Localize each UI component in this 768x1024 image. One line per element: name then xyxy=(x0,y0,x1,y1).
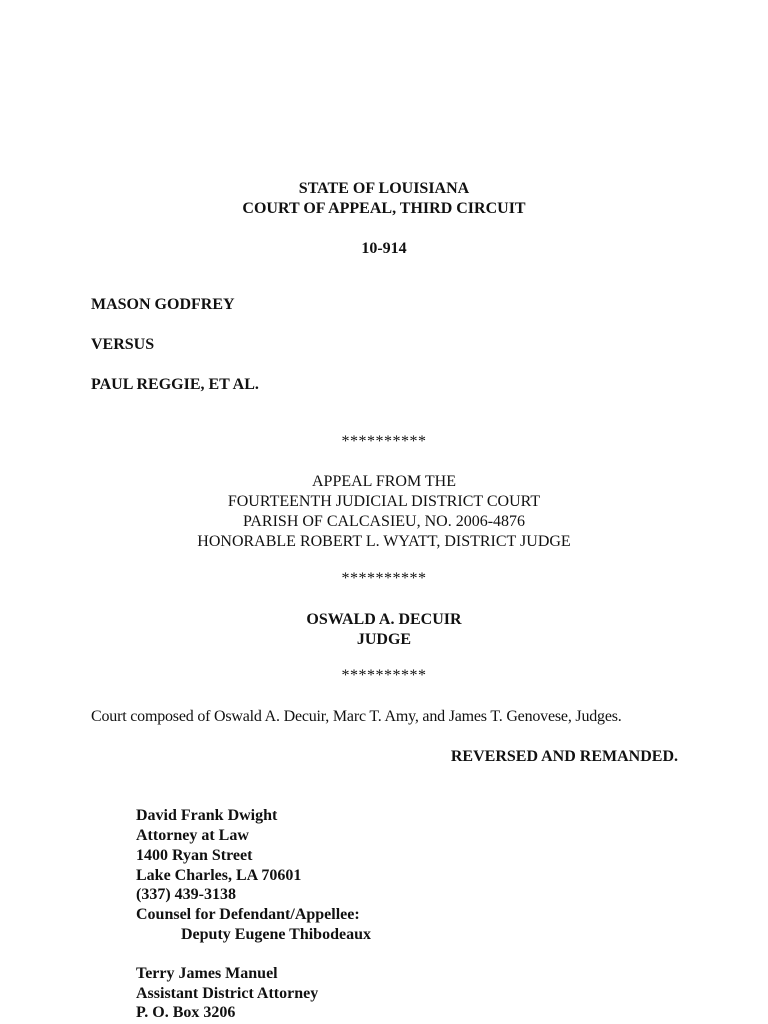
counsel-1-street: 1400 Ryan Street xyxy=(136,847,253,864)
appeal-line-3: PARISH OF CALCASIEU, NO. 2006-4876 xyxy=(242,513,526,530)
counsel-1-phone: (337) 439-3138 xyxy=(136,886,236,903)
author-judge-name: OSWALD A. DECUIR xyxy=(306,611,462,628)
separator-3: ********** xyxy=(341,667,427,684)
counsel-2-name: Terry James Manuel xyxy=(136,965,278,982)
counsel-2-title: Assistant District Attorney xyxy=(136,985,319,1002)
counsel-1-city: Lake Charles, LA 70601 xyxy=(136,867,302,884)
state-heading: STATE OF LOUISIANA xyxy=(298,180,470,197)
counsel-2-address: P. O. Box 3206 xyxy=(136,1004,236,1021)
defendant-name: PAUL REGGIE, ET AL. xyxy=(91,376,259,393)
appeal-line-1: APPEAL FROM THE xyxy=(311,473,457,490)
counsel-1-name: David Frank Dwight xyxy=(136,807,278,824)
docket-number: 10-914 xyxy=(361,240,407,257)
separator-1: ********** xyxy=(341,433,427,450)
plaintiff-name: MASON GODFREY xyxy=(91,296,235,313)
separator-2: ********** xyxy=(341,570,427,587)
counsel-1-role: Counsel for Defendant/Appellee: xyxy=(136,906,360,923)
disposition: REVERSED AND REMANDED. xyxy=(450,748,678,765)
counsel-1-title: Attorney at Law xyxy=(136,827,249,844)
author-judge-title: JUDGE xyxy=(356,631,412,648)
versus-label: VERSUS xyxy=(91,336,155,353)
panel-composition: Court composed of Oswald A. Decuir, Marc T. Amy, and James T. Genovese, Judges. xyxy=(91,708,622,725)
court-heading: COURT OF APPEAL, THIRD CIRCUIT xyxy=(242,200,526,217)
appeal-line-2: FOURTEENTH JUDICIAL DISTRICT COURT xyxy=(227,493,541,510)
counsel-1-client: Deputy Eugene Thibodeaux xyxy=(181,926,371,943)
appeal-line-4: HONORABLE ROBERT L. WYATT, DISTRICT JUDGE xyxy=(197,533,571,550)
